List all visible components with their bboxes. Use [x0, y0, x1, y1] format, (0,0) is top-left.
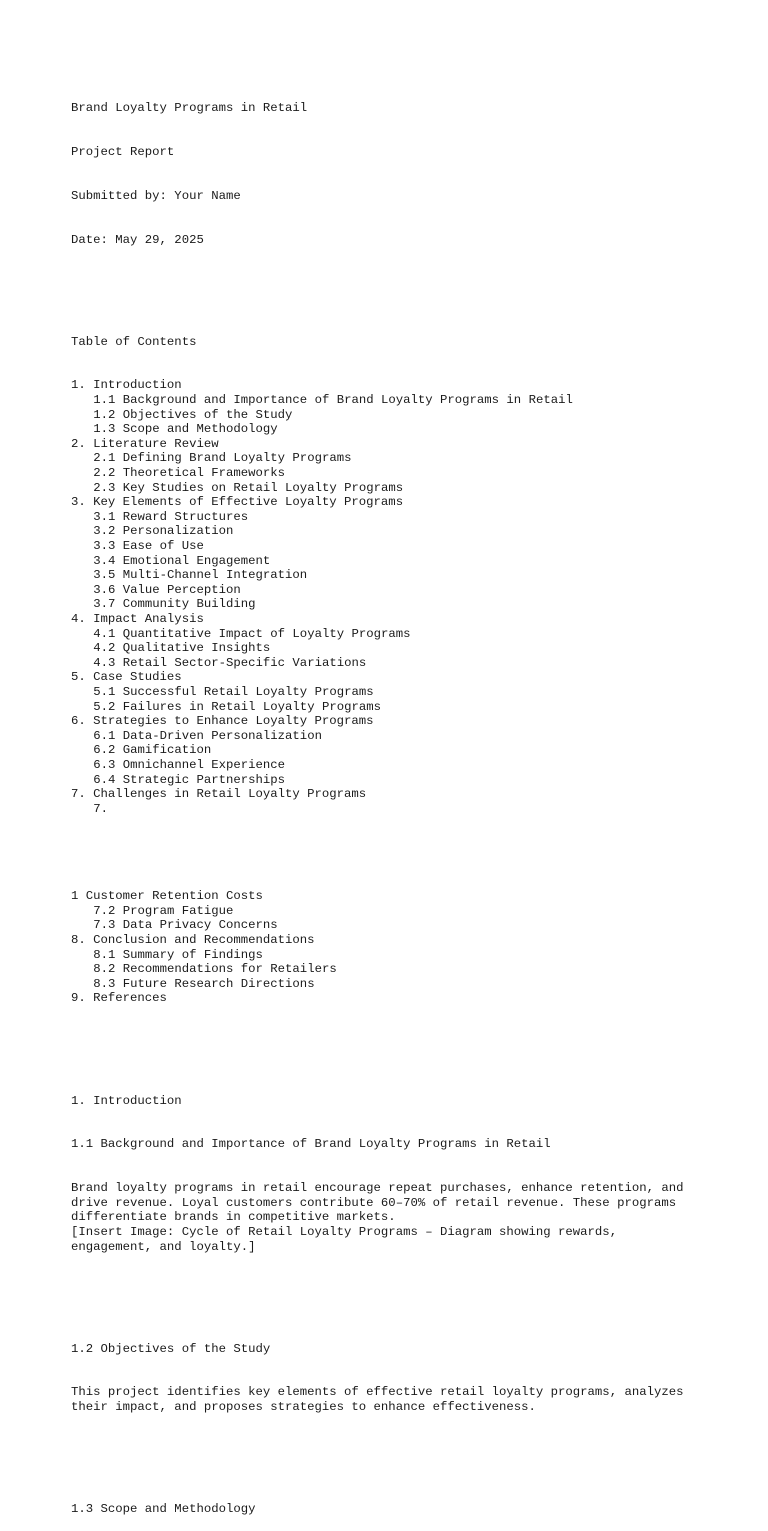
submitted-by: Submitted by: Your Name [71, 188, 241, 203]
spacer [71, 1444, 751, 1459]
toc-item: 2.1 Defining Brand Loyalty Programs [93, 451, 352, 466]
paragraph-line: drive revenue. Loyal customers contribute 60–70% of retail revenue. These programs [71, 1195, 677, 1210]
toc-item: 7.3 Data Privacy Concerns [93, 918, 278, 933]
section-1-2-body [71, 1385, 751, 1414]
toc-item: 6.2 Gamification [93, 743, 212, 758]
toc-item: 7.2 Program Fatigue [93, 903, 234, 918]
report-title: Brand Loyalty Programs in Retail [71, 101, 308, 116]
toc-item: 3.1 Reward Structures [93, 509, 249, 524]
section-heading: 1. Introduction [71, 1093, 182, 1108]
toc-item: 9. References [71, 991, 167, 1006]
toc-item: 1. Introduction [71, 378, 182, 393]
toc-item: 1.2 Objectives of the Study [93, 407, 293, 422]
toc-item: 4.2 Qualitative Insights [93, 641, 271, 656]
toc-item: 7. [93, 801, 108, 816]
report-date: Date: May 29, 2025 [71, 232, 204, 247]
subsection-heading: 1.3 Scope and Methodology [71, 1502, 256, 1517]
toc-item: 4. Impact Analysis [71, 611, 204, 626]
paragraph-line: [Insert Image: Cycle of Retail Loyalty Programs – Diagram showing rewards, [71, 1224, 618, 1239]
toc-item: 2.2 Theoretical Frameworks [93, 466, 286, 481]
paragraph-line: their impact, and proposes strategies to enhance effectiveness. [71, 1400, 536, 1415]
toc-item: 6.3 Omnichannel Experience [93, 757, 286, 772]
spacer [71, 1283, 751, 1298]
toc-item: 8. Conclusion and Recommendations [71, 933, 315, 948]
spacer [71, 276, 751, 291]
paragraph-line: This project identifies key elements of effective retail loyalty programs, analyzes [71, 1385, 684, 1400]
toc-item: 1.3 Scope and Methodology [93, 422, 278, 437]
spacer [71, 845, 751, 860]
toc-item: 8.1 Summary of Findings [93, 947, 263, 962]
toc-item: 6.1 Data-Driven Personalization [93, 728, 322, 743]
toc-item: 5.2 Failures in Retail Loyalty Programs [93, 699, 381, 714]
toc-item: 6.4 Strategic Partnerships [93, 772, 286, 787]
toc-item: 3.5 Multi-Channel Integration [93, 568, 308, 583]
spacer [71, 1035, 751, 1050]
toc-item: 3.3 Ease of Use [93, 539, 204, 553]
subsection-heading: 1.2 Objectives of the Study [71, 1341, 271, 1356]
toc-item: 6. Strategies to Enhance Loyalty Programs [71, 714, 374, 729]
toc-item: 1 Customer Retention Costs [71, 889, 263, 904]
toc-heading: Table of Contents [71, 334, 197, 349]
toc-item: 4.3 Retail Sector-Specific Variations [93, 655, 367, 670]
paragraph-line: engagement, and loyalty.] [71, 1239, 256, 1254]
toc-item: 5.1 Successful Retail Loyalty Programs [93, 684, 374, 699]
paragraph-line: Brand loyalty programs in retail encourage repeat purchases, enhance retention, and [71, 1181, 684, 1196]
toc-item: 2. Literature Review [71, 436, 219, 451]
toc-item: 3.7 Community Building [93, 597, 256, 612]
toc-item: 7. Challenges in Retail Loyalty Programs [71, 787, 367, 802]
toc-item: 8.3 Future Research Directions [93, 976, 315, 991]
toc-item: 5. Case Studies [71, 670, 182, 685]
toc-item: 2.3 Key Studies on Retail Loyalty Programs [93, 480, 404, 495]
toc-item: 1.1 Background and Importance of Brand Loyalty Programs in Retail [93, 393, 573, 408]
toc-item: 4.1 Quantitative Impact of Loyalty Programs [93, 626, 411, 641]
report-subtitle: Project Report [71, 144, 175, 159]
document-page [71, 72, 751, 1531]
subsection-heading: 1.1 Background and Importance of Brand Loyalty Programs in Retail [71, 1137, 551, 1152]
toc-item: 8.2 Recommendations for Retailers [93, 962, 337, 977]
toc-item: 3.2 Personalization [93, 524, 234, 539]
toc-list-continued [71, 889, 751, 1006]
toc-item: 3.4 Emotional Engagement [93, 553, 271, 568]
toc-item: 3. Key Elements of Effective Loyalty Programs [71, 495, 404, 510]
toc-item: 3.6 Value Perception [93, 582, 241, 597]
toc-list [71, 378, 751, 816]
section-1-1-body [71, 1181, 751, 1254]
paragraph-line: differentiate brands in competitive markets. [71, 1210, 396, 1225]
